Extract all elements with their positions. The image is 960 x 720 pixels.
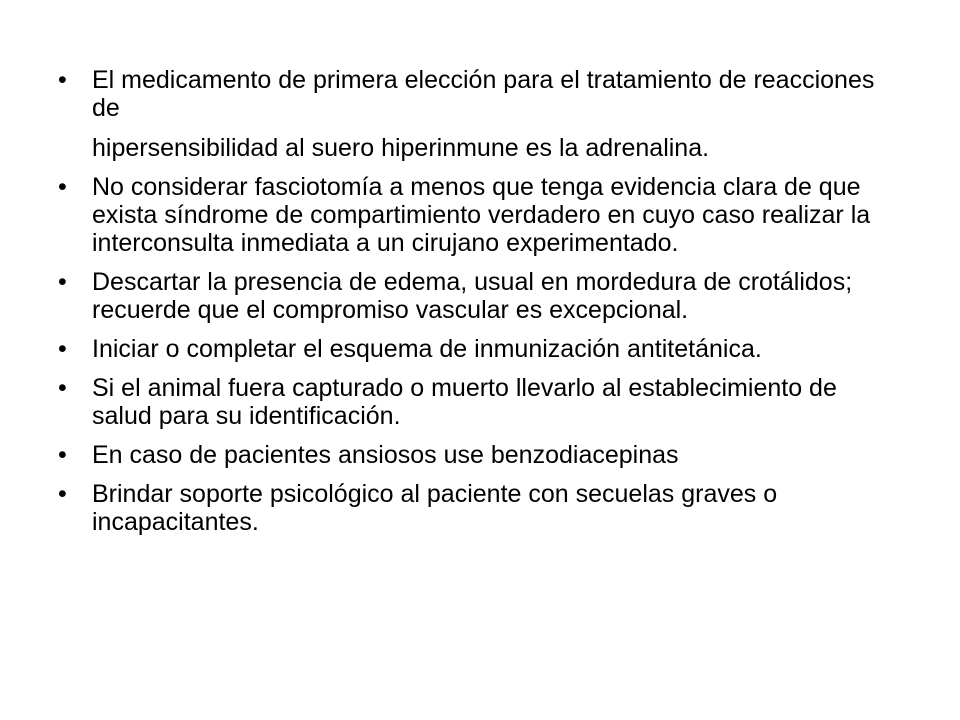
bullet-dot: • [58,335,67,363]
bullet-item [58,374,898,430]
bullet-item [58,480,898,536]
bullet-dot: • [58,268,67,296]
bullet-text: Si el animal fuera capturado o muerto llevarlo al establecimiento de salud para su identificación. [92,374,837,430]
bullet-text: El medicamento de primera elección para el tratamiento de reacciones de [92,66,875,122]
bullet-dot: • [58,374,67,402]
bullet-text: Descartar la presencia de edema, usual en mordedura de crotálidos; recuerde que el compromiso vascular es excepcional. [92,268,853,324]
bullet-text: Iniciar o completar el esquema de inmunización antitetánica. [92,335,762,363]
bullet-dot: • [58,66,67,94]
bullet-item [58,335,898,363]
bullet-text: No considerar fasciotomía a menos que tenga evidencia clara de que exista síndrome de compartimiento verdadero en cuyo caso realizar la interconsulta inmediata a un cirujano experimentado. [92,173,871,257]
bullet-item [58,441,898,469]
bullet-list [58,66,898,547]
bullet-text: Brindar soporte psicológico al paciente con secuelas graves o incapacitantes. [92,480,778,536]
bullet-item [58,173,898,257]
bullet-item [58,66,898,162]
bullet-item [58,268,898,324]
bullet-dot: • [58,441,67,469]
bullet-dot: • [58,480,67,508]
bullet-text: En caso de pacientes ansiosos use benzodiacepinas [92,441,679,469]
bullet-continuation-text: hipersensibilidad al suero hiperinmune es la adrenalina. [92,134,710,162]
bullet-dot: • [58,173,67,201]
